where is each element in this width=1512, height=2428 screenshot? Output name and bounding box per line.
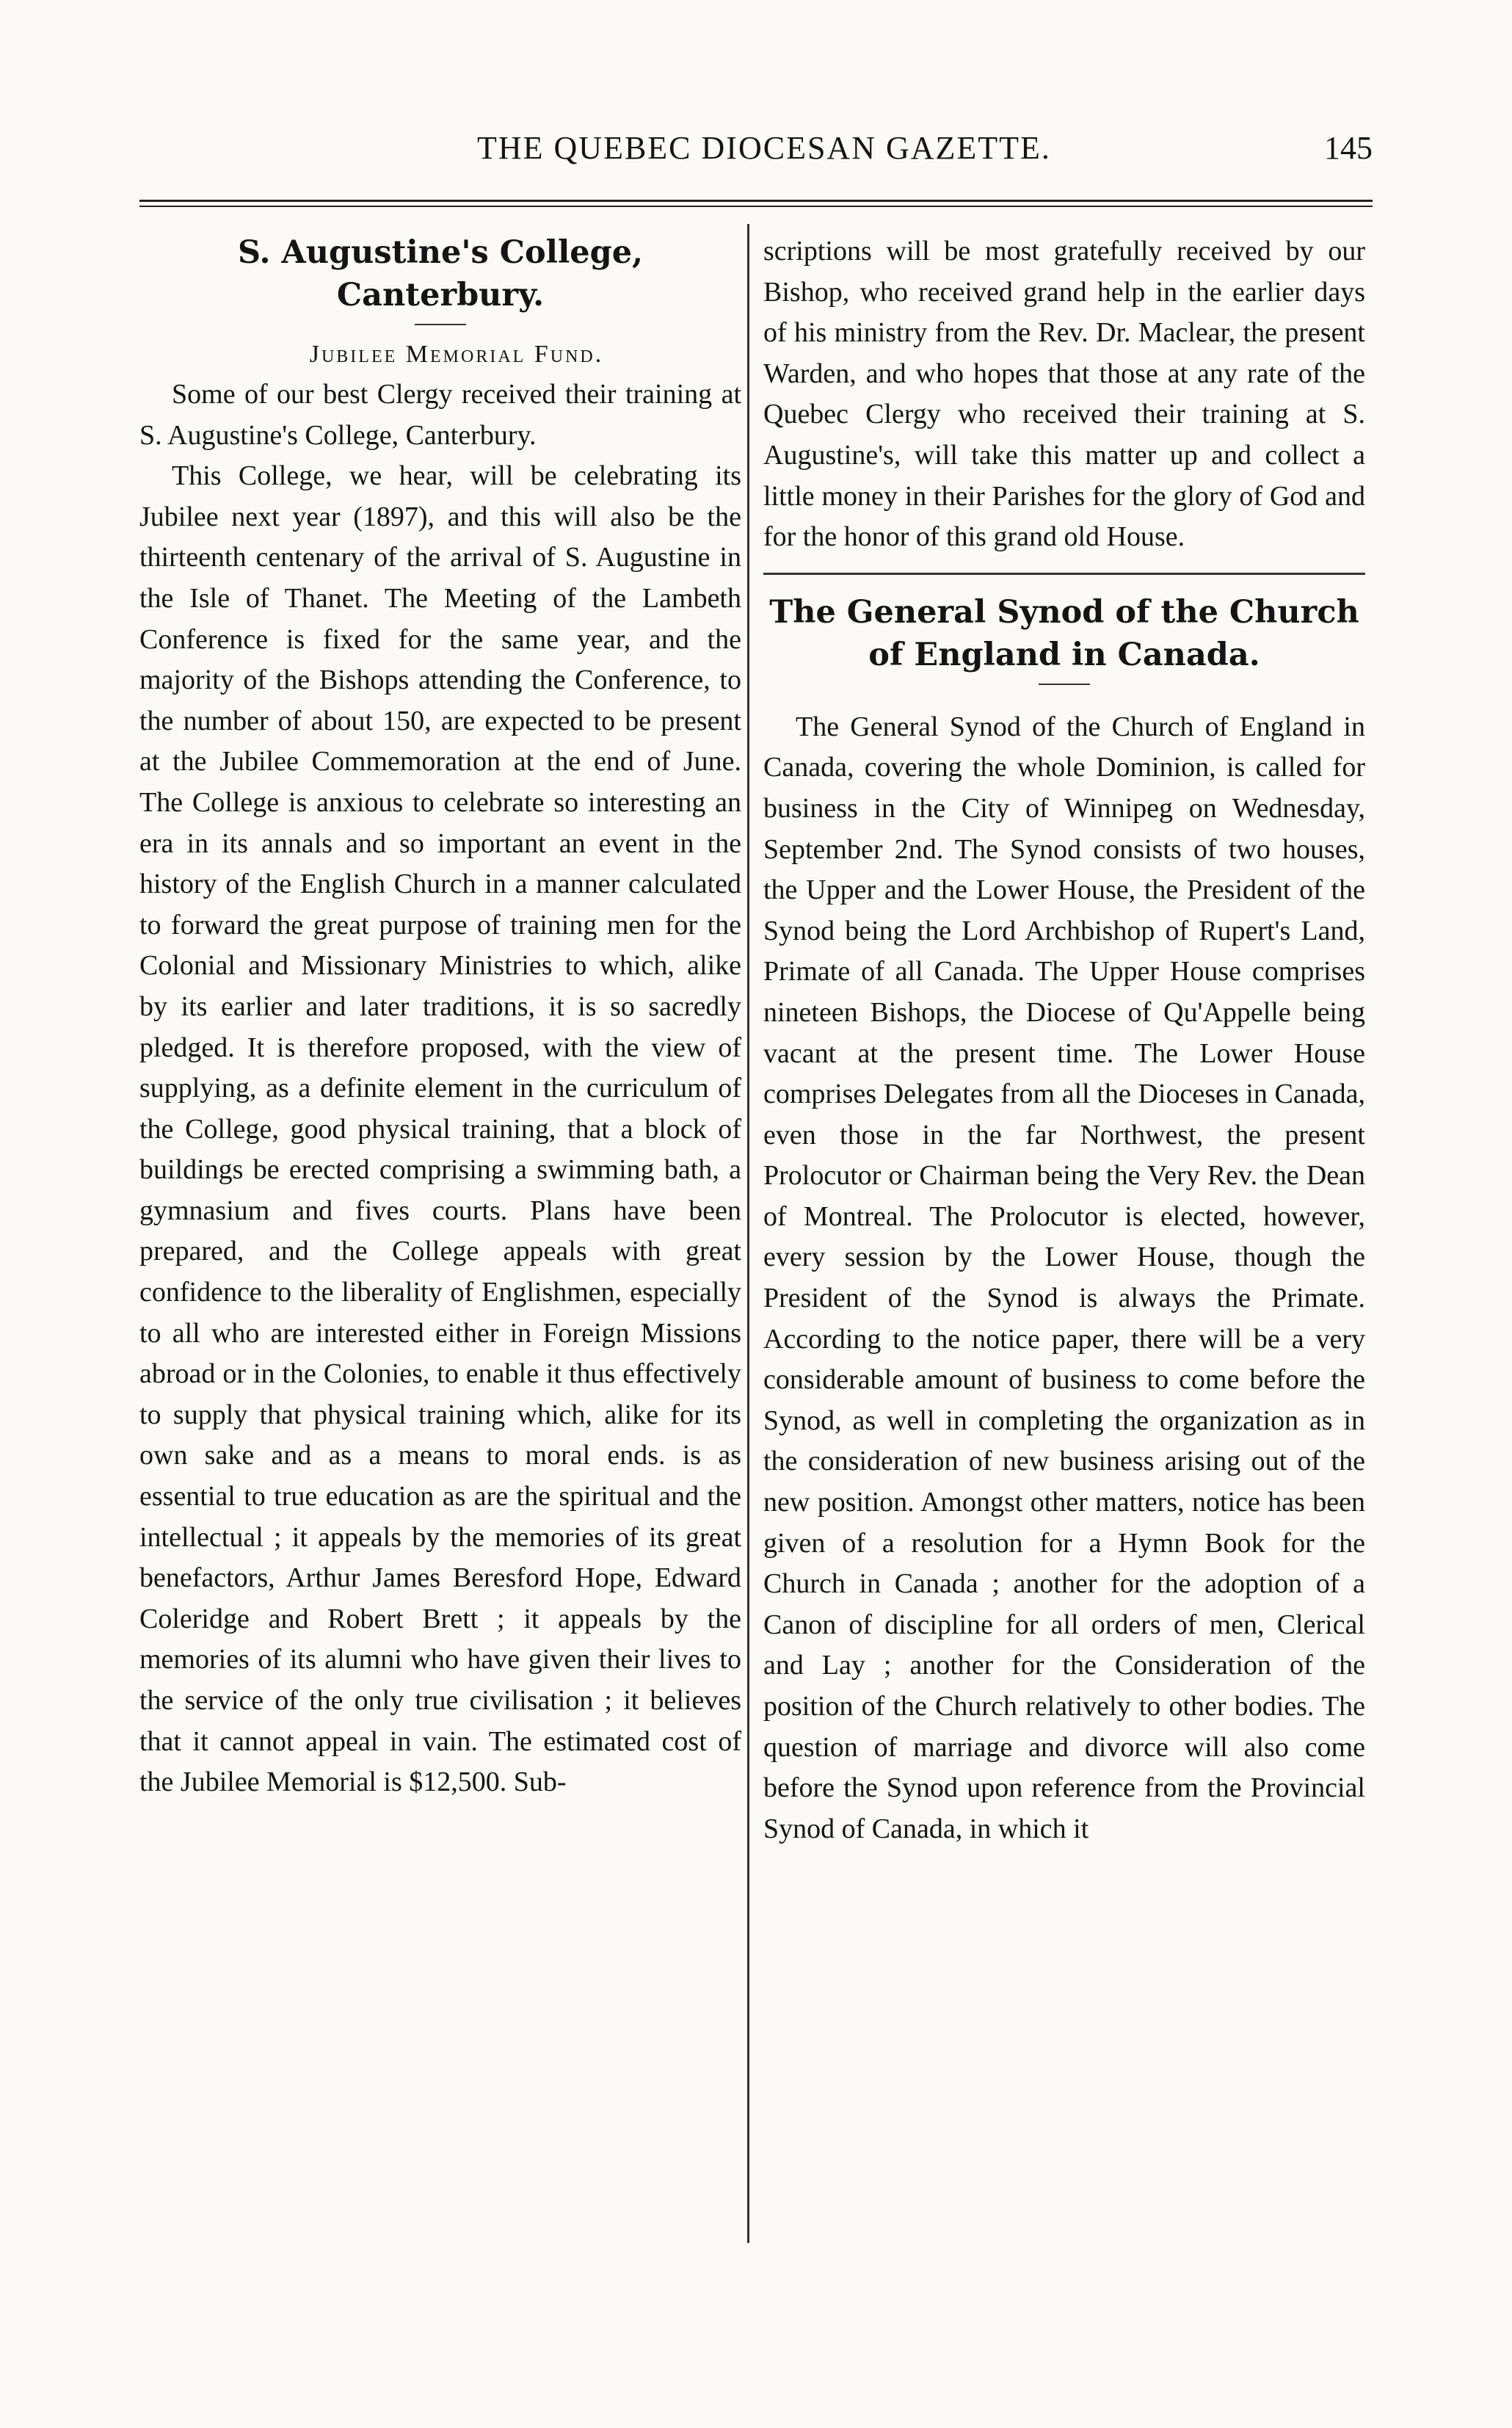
article-paragraph: Some of our best Clergy received their training at S. Augustine's College, Canterbury. (139, 379, 741, 451)
article-title-synod: The General Synod of the Church of England in Canada. (769, 593, 1359, 673)
article-paragraph: This College, we hear, will be celebrating its Jubilee next year (1897), and this will also be the thirteenth centenary of the arrival of S. Augustine in the Isle of Thanet. The Meeting of the Lambeth Conference is fixed for the same year, and the majority of the Bishops attending the Conference, to the number of about 150, are expected to be present at the Jubilee Commemoration at the end of June. The College is anxious to celebrate so interesting an era in its annals and so important an event in the history of the English Church in a manner calculated to forward the great purpose of training men for the Colonial and Missionary Ministries to which, alike by its earlier and later traditions, it is so sacredly pledged. It is therefore proposed, with the view of supplying, as a definite element in the curriculum of the College, good physical training, that a block of buildings be erected comprising a swimming bath, a gymnasium and fives courts. Plans have been prepared, and the College appeals with great confidence to the liberality of Englishmen, especially to all who are interested either in Foreign Missions abroad or in the Colonies, to enable it thus effectively to supply that physical training which, alike for its own sake and as a means to moral ends. is as essential to true education as are the spiritual and the intellectual ; it appeals by the memories of its great benefactors, Arthur James Beresford Hope, Edward Coleridge and Robert Brett ; it appeals by the memories of its alumni who have given their lives to the service of the only true civilisation ; it believes that it cannot appeal in vain. The estimated cost of the Jubilee Memorial is $12,500. Sub- (139, 460, 741, 1798)
header-rule (139, 200, 1373, 202)
article-paragraph: The General Synod of the Church of England in Canada, covering the whole Dominion, is called for business in the City of Winnipeg on Wednesday, September 2nd. The Synod consists of two houses, the Upper and the Lower House, the President of the Synod being the Lord Archbishop of Rupert's Land, Primate of all Canada. The Upper House comprises nineteen Bishops, the Diocese of Qu'Appelle being vacant at the present time. The Lower House comprises Delegates from all the Dioceses in Canada, even those in the far Northwest, the present Prolocutor or Chairman being the Very Rev. the Dean of Montreal. The Prolocutor is elected, however, every session by the Lower House, though the President of the Synod is always the Primate. According to the notice paper, there will be a very considerable amount of business to come before the Synod, as well in completing the organization as in the consideration of new business arising out of the new position. Amongst other matters, notice has been given of a resolution for a Hymn Book for the Church in Canada ; another for the adoption of a Canon of discipline for all orders of men, Clerical and Lay ; another for the Consideration of the position of the Church relatively to other bodies. The question of marriage and divorce will also come before the Synod upon reference from the Provincial Synod of Canada, in which it (763, 711, 1365, 1844)
title-rule (1039, 684, 1090, 685)
spacer (763, 694, 1365, 707)
title-rule (415, 324, 466, 325)
page-number: 145 (1324, 130, 1373, 166)
header-rule-double (139, 206, 1373, 207)
left-column (139, 231, 741, 1803)
article-continuation: scriptions will be most gratefully received by our Bishop, who received grand help in the earlier days of his ministry from the Rev. Dr. Maclear, the present Warden, and who hopes that those at any rate of the Quebec Clergy who received their training at S. Augustine's, will take this matter up and collect a little money in their Parishes for the glory of God and for the honor of this grand old House. (763, 236, 1365, 553)
journal-title: THE QUEBEC DIOCESAN GAZETTE. (477, 130, 1051, 166)
article-title-augustine: S. Augustine's College, Canterbury. (237, 234, 644, 314)
column-divider (747, 224, 749, 2243)
right-column (763, 231, 1365, 1849)
article-subtitle: Jubilee Memorial Fund. (309, 341, 604, 368)
running-head (139, 129, 1373, 173)
section-rule (763, 573, 1365, 575)
